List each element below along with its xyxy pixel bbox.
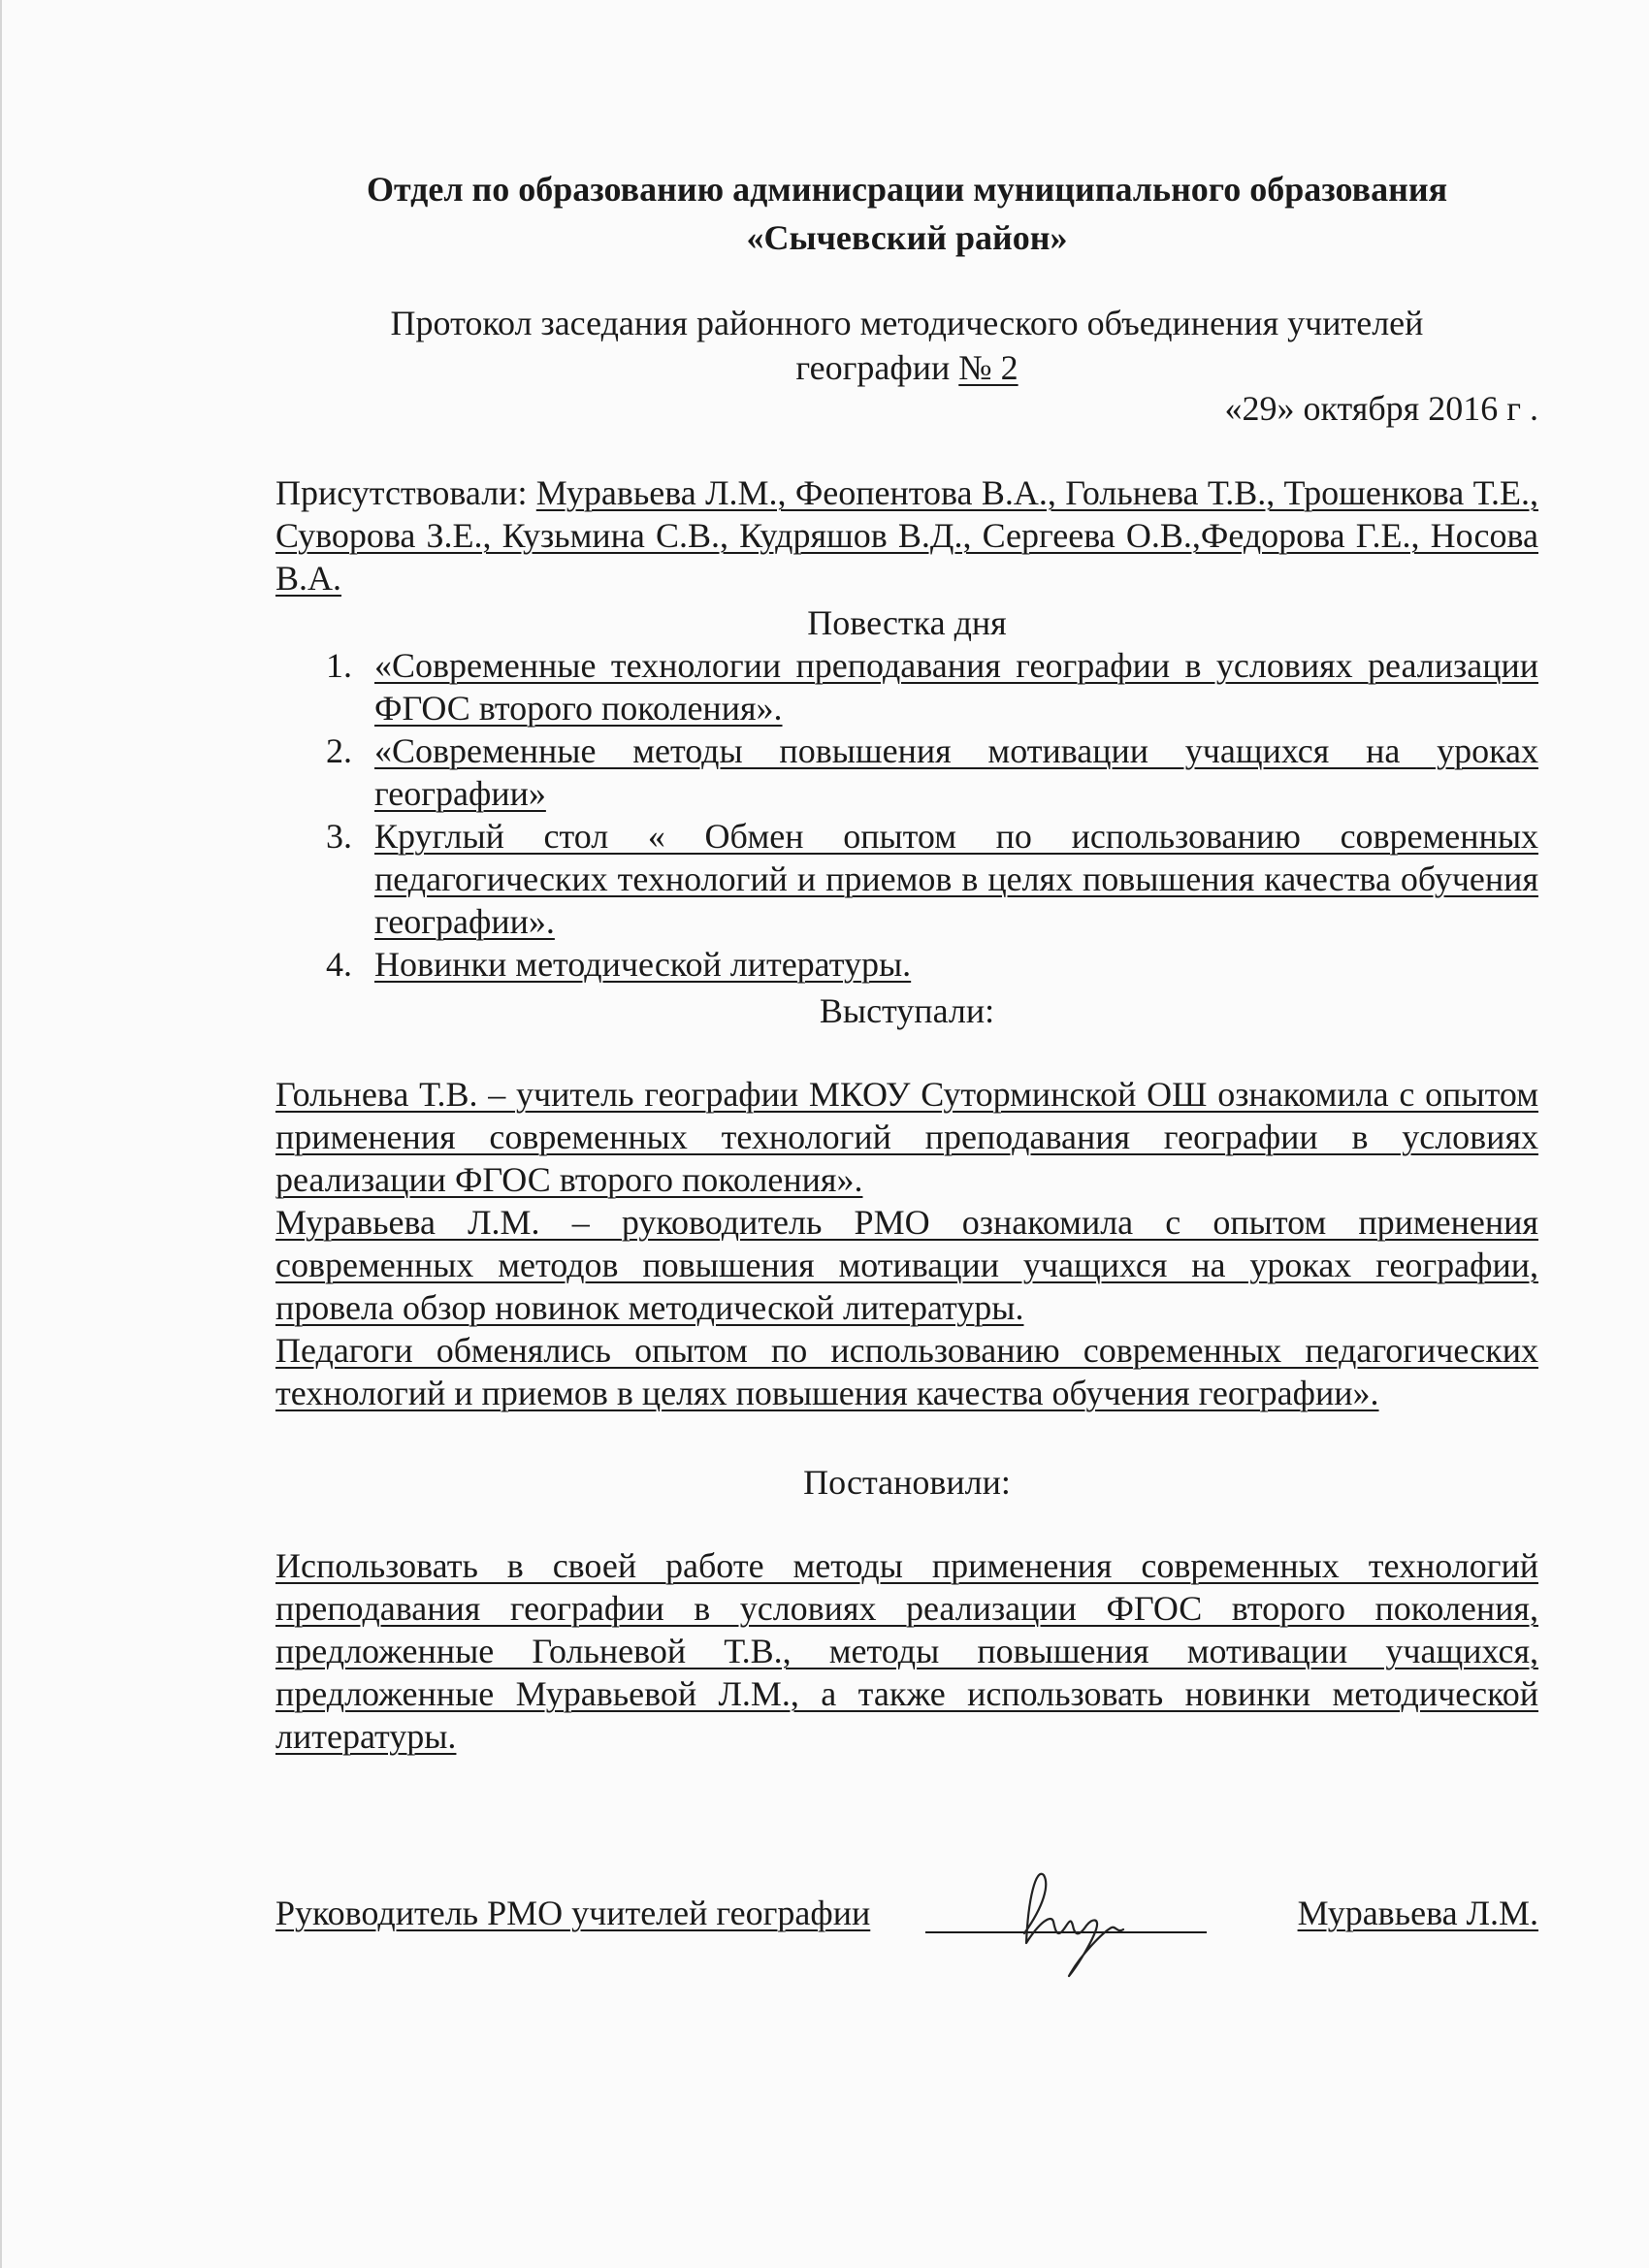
signature-row bbox=[275, 1892, 1538, 1950]
decision-paragraph bbox=[275, 1544, 1538, 1758]
agenda-item bbox=[275, 729, 1538, 815]
agenda-item-number: 2. bbox=[326, 731, 352, 770]
protocol-subject: географии bbox=[795, 348, 959, 387]
decision-text: Использовать в своей работе методы применения современных технологий преподавания географии в условиях реализации ФГОС второго поколения, предложенные Гольневой Т.В., методы повышения мотивации учащихся, предложенные Муравьевой Л.М., а также использовать новинки методической литературы. bbox=[275, 1546, 1538, 1756]
department-heading bbox=[275, 165, 1538, 262]
agenda-item-text: «Современные методы повышения мотивации учащихся на уроках географии» bbox=[374, 731, 1538, 813]
agenda-item-number: 3. bbox=[326, 817, 352, 856]
protocol-date: «29» октября 2016 г . bbox=[1224, 389, 1538, 428]
speaker-text: Муравьева Л.М. – руководитель РМО ознакомила с опытом применения современных методов повышения мотивации учащихся на уроках географии, провела обзор новинок методической литературы. bbox=[275, 1203, 1538, 1327]
agenda-item bbox=[275, 943, 1538, 986]
agenda-item bbox=[275, 644, 1538, 729]
attendees-names: Муравьева Л.М., Феопентова В.А., Гольнева Т.В., Трошенкова Т.Е., Суворова З.Е., Кузьмина С.В., Кудряшов В.Д., Сергеева О.В.,Федорова Г.Е., Носова В.А. bbox=[275, 473, 1538, 598]
agenda-list bbox=[275, 644, 1538, 986]
speakers-title: Выступали: bbox=[819, 991, 995, 1030]
department-heading-line1: Отдел по образованию админисрации муниципального образования bbox=[366, 170, 1448, 209]
agenda-item-text: Круглый стол « Обмен опытом по использованию современных педагогических технологий и приемов в целях повышения качества обучения географии». bbox=[374, 817, 1538, 941]
handwritten-signature bbox=[1011, 1858, 1166, 1984]
protocol-title-line2 bbox=[275, 345, 1538, 390]
protocol-title bbox=[275, 301, 1538, 390]
attendees-label: Присутствовали: bbox=[275, 473, 536, 512]
decision-title: Постановили: bbox=[803, 1463, 1011, 1502]
protocol-title-line1: Протокол заседания районного методического объединения учителей bbox=[390, 304, 1424, 342]
protocol-number: № 2 bbox=[958, 348, 1018, 387]
agenda-item-text: «Современные технологии преподавания географии в условиях реализации ФГОС второго поколения». bbox=[374, 646, 1538, 728]
agenda-item bbox=[275, 815, 1538, 943]
speaker-paragraph bbox=[275, 1073, 1538, 1201]
signer-role: Руководитель РМО учителей географии bbox=[275, 1894, 871, 1932]
speaker-text: Гольнева Т.В. – учитель географии МКОУ Суторминской ОШ ознакомила с опытом применения современных технологий преподавания географии в условиях реализации ФГОС второго поколения». bbox=[275, 1075, 1538, 1199]
agenda-title: Повестка дня bbox=[807, 603, 1007, 642]
attendees-paragraph bbox=[275, 471, 1538, 599]
district-name: «Сычевский район» bbox=[746, 218, 1068, 257]
speakers-section bbox=[275, 1073, 1538, 1414]
agenda-item-number: 1. bbox=[326, 646, 352, 685]
speaker-paragraph bbox=[275, 1201, 1538, 1329]
agenda-item-text: Новинки методической литературы. bbox=[374, 945, 912, 984]
speaker-paragraph bbox=[275, 1329, 1538, 1414]
signer-name: Муравьева Л.М. bbox=[1297, 1894, 1538, 1932]
agenda-item-number: 4. bbox=[326, 945, 352, 984]
speaker-text: Педагоги обменялись опытом по использованию современных педагогических технологий и приемов в целях повышения качества обучения географии». bbox=[275, 1331, 1538, 1412]
